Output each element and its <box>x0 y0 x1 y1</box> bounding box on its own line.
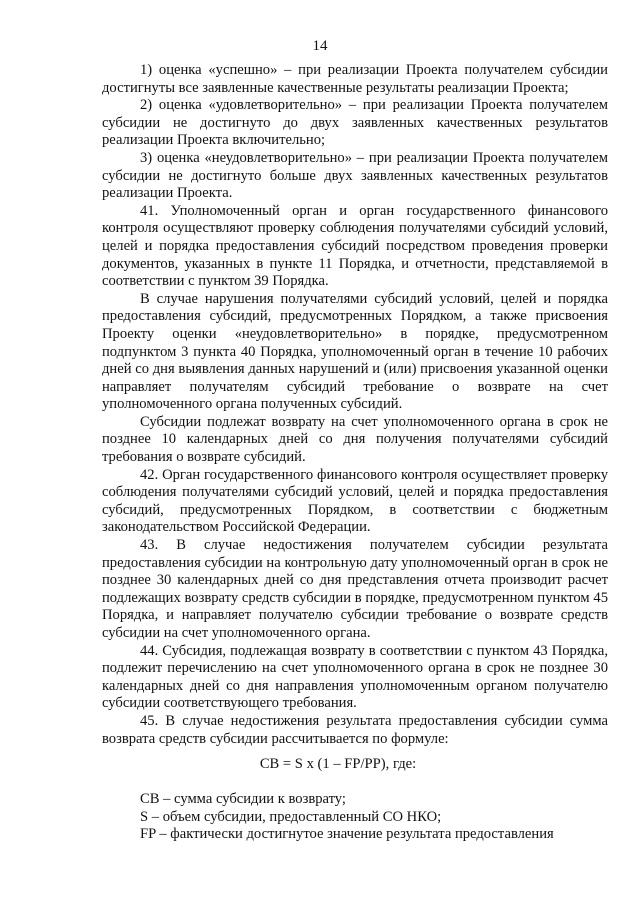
paragraph-43: 43. В случае недостижения получателем субсидии результата предоставления субсидии на контрольную дату уполномоченный орган в срок не позднее 30 календарных дней со дня представления отчета производит расчет подлежащих возврату средств субсидии в порядке, предусмотренном пунктом 45 Порядка, и направляет получателю субсидии требование о возврате средств субсидии на счет уполномоченного органа. <box>102 537 608 641</box>
paragraph-42: 42. Орган государственного финансового контроля осуществляет проверку соблюдения получателями субсидий условий, целей и порядка предоставления субсидий, предусмотренных Порядком, в соответствии с бюджетным законодательством Российской Федерации. <box>102 466 608 536</box>
document-body <box>102 62 608 748</box>
paragraph-assessment-success: 1) оценка «успешно» – при реализации Проекта получателем субсидии достигнуты все заявленные качественные результаты реализации Проекта; <box>102 62 608 96</box>
definition-fp: FP – фактически достигнутое значение результата предоставления <box>140 826 554 843</box>
paragraph-assessment-satisfactory: 2) оценка «удовлетворительно» – при реализации Проекта получателем субсидии не достигнуто до двух заявленных качественных результатов реализации Проекта включительно; <box>102 97 608 149</box>
paragraph-41: 41. Уполномоченный орган и орган государственного финансового контроля осуществляют проверку соблюдения получателями субсидий условий, целей и порядка предоставления субсидий посредством проведения проверки документов, указанных в пункте 11 Порядка, и отчетности, представляемой в соответствии с пунктом 39 Порядка. <box>102 202 608 290</box>
formula-definitions <box>102 791 608 844</box>
definition-cv: СВ – сумма субсидии к возврату; <box>140 791 346 807</box>
paragraph-assessment-unsatisfactory: 3) оценка «неудовлетворительно» – при реализации Проекта получателем субсидии не достигнуто больше двух заявленных качественных результатов реализации Проекта. <box>102 149 608 202</box>
paragraph-41-return-deadline: Субсидии подлежат возврату на счет уполномоченного органа в срок не позднее 10 календарных дней со дня получения получателями субсидий требования о возврате субсидий. <box>102 413 608 466</box>
return-formula: СВ = S x (1 – FP/PP), где: <box>259 756 417 772</box>
definition-s: S – объем субсидии, предоставленный СО НКО; <box>140 808 442 825</box>
page-number: 14 <box>312 38 328 54</box>
paragraph-41-violation: В случае нарушения получателями субсидий условий, целей и порядка предоставления субсидий, предусмотренных Порядком, а также присвоения Проекту оценки «неудовлетворительно» в порядке, предусмотренном подпунктом 3 пункта 40 Порядка, уполномоченный орган в течение 10 рабочих дней со дня выявления данных нарушений и (или) присвоения указанной оценки направляет получателям субсидий требование о возврате на счет уполномоченного органа полученных субсидий. <box>102 290 608 413</box>
paragraph-44: 44. Субсидия, подлежащая возврату в соответствии с пунктом 43 Порядка, подлежит перечислению на счет уполномоченного органа в срок не позднее 30 календарных дней со дня направления уполномоченным органом получателю субсидии соответствующего требования. <box>102 642 608 712</box>
paragraph-45: 45. В случае недостижения результата предоставления субсидии сумма возврата средств субсидии рассчитывается по формуле: <box>102 712 608 747</box>
